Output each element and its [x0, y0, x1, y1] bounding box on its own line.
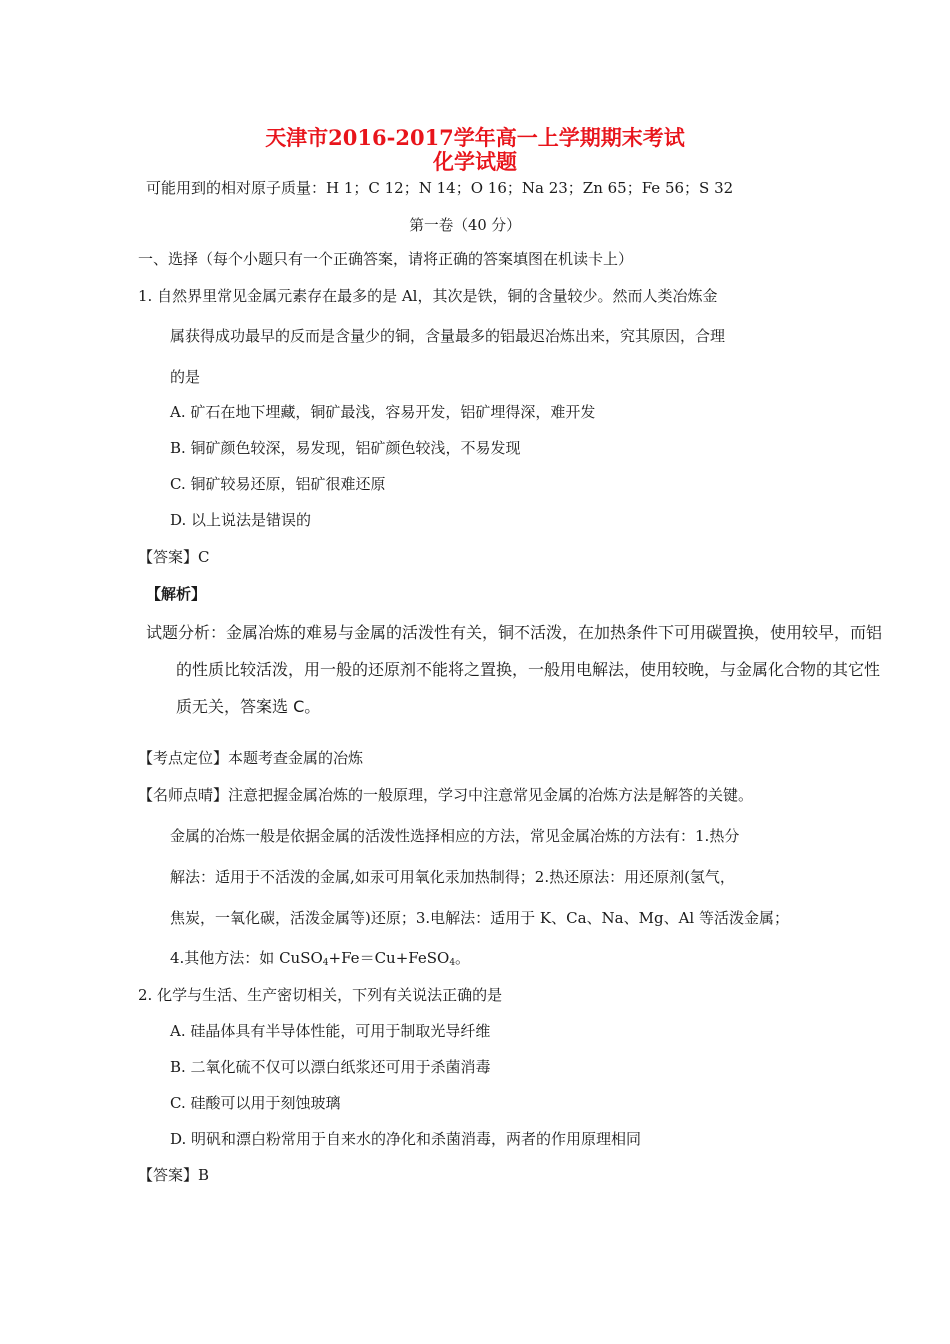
q1-analysis-line-2: 的性质比较活泼，用一般的还原剂不能将之置换，一般用电解法，使用较晚，与金属化合物的其它性 — [176, 660, 881, 679]
q2-option-a: A. 硅晶体具有半导体性能，可用于制取光导纤维 — [170, 1022, 491, 1040]
volume-heading: 第一卷（40 分） — [409, 216, 521, 234]
q1-option-d: D. 以上说法是错误的 — [170, 511, 312, 529]
q1-tip-line-4 — [170, 948, 470, 968]
q1-analysis-label: 【解析】 — [146, 585, 207, 603]
q1-tip-line-4-end: 。 — [455, 949, 471, 967]
q1-stem-line-3: 的是 — [170, 368, 201, 386]
q2-option-b: B. 二氧化硫不仅可以漂白纸浆还可用于杀菌消毒 — [170, 1058, 491, 1076]
title-line-2: 化学试题 — [433, 149, 517, 174]
q1-option-a: A. 矿石在地下埋藏，铜矿最浅，容易开发，铝矿埋得深，难开发 — [170, 403, 596, 421]
q1-tip-line-3: 焦炭，一氧化碳，活泼金属等)还原；3.电解法：适用于 K、Ca、Na、Mg、Al 等活泼金属； — [170, 909, 789, 927]
q1-answer: 【答案】C — [138, 548, 210, 566]
q1-point: 【考点定位】本题考查金属的冶炼 — [138, 749, 364, 767]
q1-stem-line-2: 属获得成功最早的反而是含量少的铜，含量最多的铝最迟冶炼出来，究其原因，合理 — [170, 327, 726, 345]
q1-stem-line-1: 1. 自然界里常见金属元素存在最多的是 Al，其次是铁，铜的含量较少。然而人类冶炼金 — [138, 287, 718, 305]
q1-tip-line-4-sub-2: 4 — [449, 958, 456, 968]
q1-tip-line-4-sub-1: 4 — [322, 958, 329, 968]
q1-option-c: C. 铜矿较易还原，铝矿很难还原 — [170, 475, 386, 493]
q1-tip-line-4-pre: 4.其他方法：如 CuSO — [170, 949, 323, 967]
section-heading: 一、选择（每个小题只有一个正确答案，请将正确的答案填图在机读卡上） — [138, 250, 634, 268]
atomic-masses: 可能用到的相对原子质量：H 1；C 12；N 14；O 16；Na 23；Zn 65；Fe 56；S 32 — [146, 179, 734, 197]
q2-stem: 2. 化学与生活、生产密切相关，下列有关说法正确的是 — [138, 986, 503, 1004]
q1-analysis-line-1: 试题分析：金属冶炼的难易与金属的活泼性有关，铜不活泼，在加热条件下可用碳置换，使用较早，而铝 — [146, 623, 883, 642]
q1-tip-line-4-mid: +Fe＝Cu+FeSO — [328, 949, 450, 967]
q2-option-d: D. 明矾和漂白粉常用于自来水的净化和杀菌消毒，两者的作用原理相同 — [170, 1130, 642, 1148]
q1-option-b: B. 铜矿颜色较深，易发现，铝矿颜色较浅，不易发现 — [170, 439, 521, 457]
q2-option-c: C. 硅酸可以用于刻蚀玻璃 — [170, 1094, 341, 1112]
q1-tip-line-2: 解法：适用于不活泼的金属,如汞可用氧化汞加热制得；2.热还原法：用还原剂(氢气， — [170, 868, 735, 886]
title-line-1: 天津市2016-2017学年高一上学期期末考试 — [265, 125, 685, 150]
q1-tip: 【名师点晴】注意把握金属冶炼的一般原理，学习中注意常见金属的冶炼方法是解答的关键。 — [138, 786, 754, 804]
q2-answer: 【答案】B — [138, 1166, 210, 1184]
q1-tip-line-1: 金属的冶炼一般是依据金属的活泼性选择相应的方法，常见金属冶炼的方法有：1.热分 — [170, 827, 740, 845]
q1-analysis-line-3: 质无关，答案选 C。 — [176, 697, 321, 716]
